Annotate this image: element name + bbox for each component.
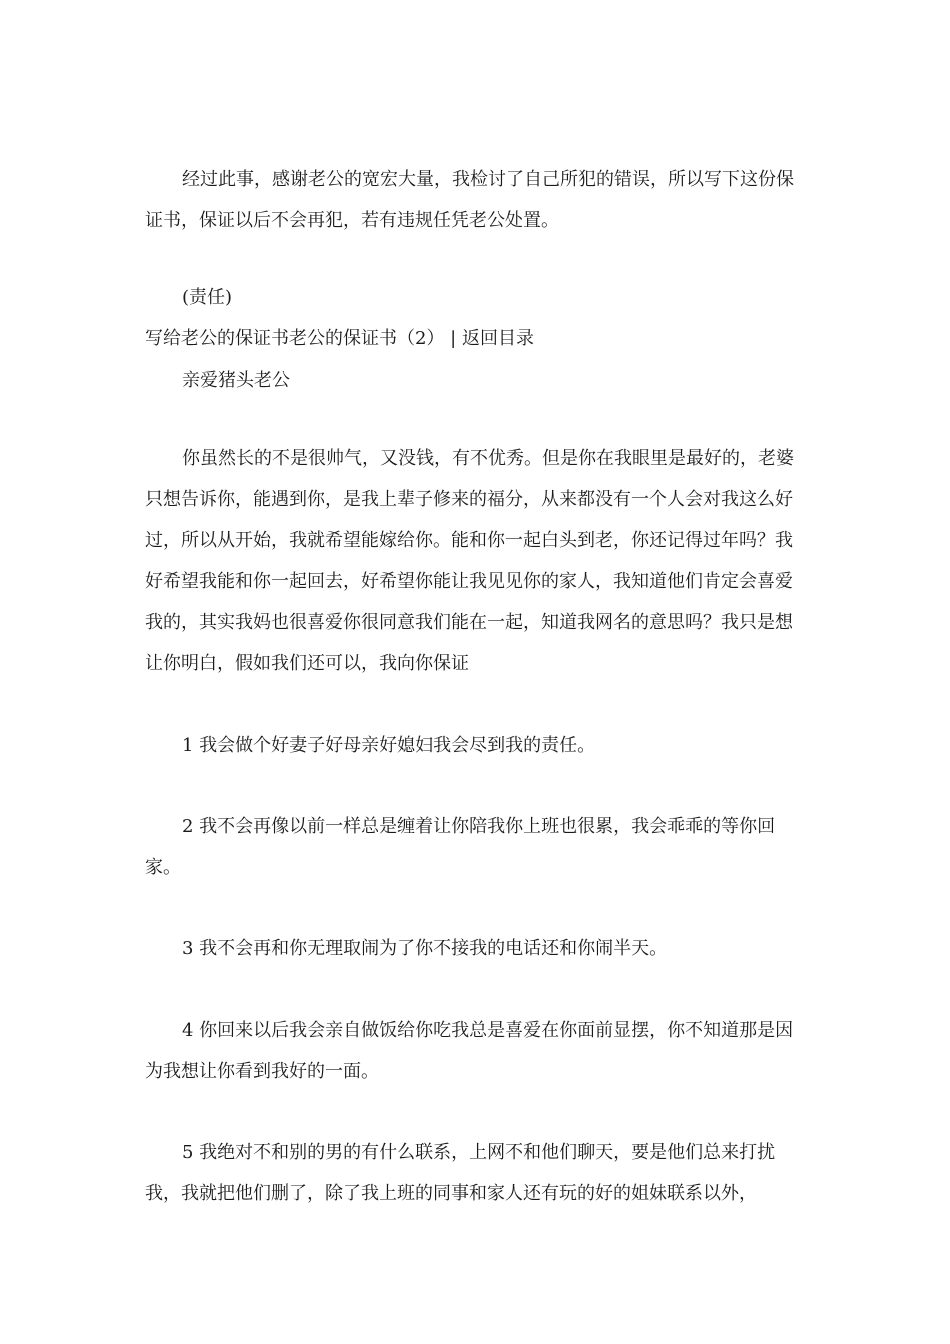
paragraph-apology: 经过此事，感谢老公的宽宏大量，我检讨了自己所犯的错误，所以写下这份保证书，保证以后不会再犯，若有违规任凭老公处置。 [145, 169, 794, 231]
list-item-4: 4 你回来以后我会亲自做饭给你吃我总是喜爱在你面前显摆，你不知道那是因为我想让你看到我好的一面。 [145, 1020, 794, 1082]
list-item-5: 5 我绝对不和别的男的有什么联系，上网不和他们聊天，要是他们总来打扰我，我就把他们删了，除了我上班的同事和家人还有玩的好的姐妹联系以外， [145, 1142, 776, 1204]
list-item-1: 1 我会做个好妻子好母亲好媳妇我会尽到我的责任。 [182, 735, 596, 756]
paragraph-responsibility: (责任) [182, 287, 233, 308]
list-item-2: 2 我不会再像以前一样总是缠着让你陪我你上班也很累，我会乖乖的等你回家。 [145, 816, 776, 878]
heading-separator: | [444, 328, 462, 349]
salutation: 亲爱猪头老公 [182, 370, 290, 391]
paragraph-main: 你虽然长的不是很帅气，又没钱，有不优秀。但是你在我眼里是最好的，老婆只想告诉你，能遇到你，是我上辈子修来的福分，从来都没有一个人会对我这么好过，所以从开始，我就希望能嫁给你。能和你一起白头到老，你还记得过年吗？我好希望我能和你一起回去，好希望你能让我见见你的家人，我知道他们肯定会喜爱我的，其实我妈也很喜爱你很同意我们能在一起，知道我网名的意思吗？我只是想让你明白，假如我们还可以，我向你保证 [145, 448, 794, 674]
section-heading [145, 327, 825, 351]
list-item-3: 3 我不会再和你无理取闹为了你不接我的电话还和你闹半天。 [182, 938, 668, 959]
section-heading-title: 写给老公的保证书老公的保证书（2） [145, 328, 445, 349]
back-to-contents-link[interactable]: 返回目录 [461, 328, 534, 349]
